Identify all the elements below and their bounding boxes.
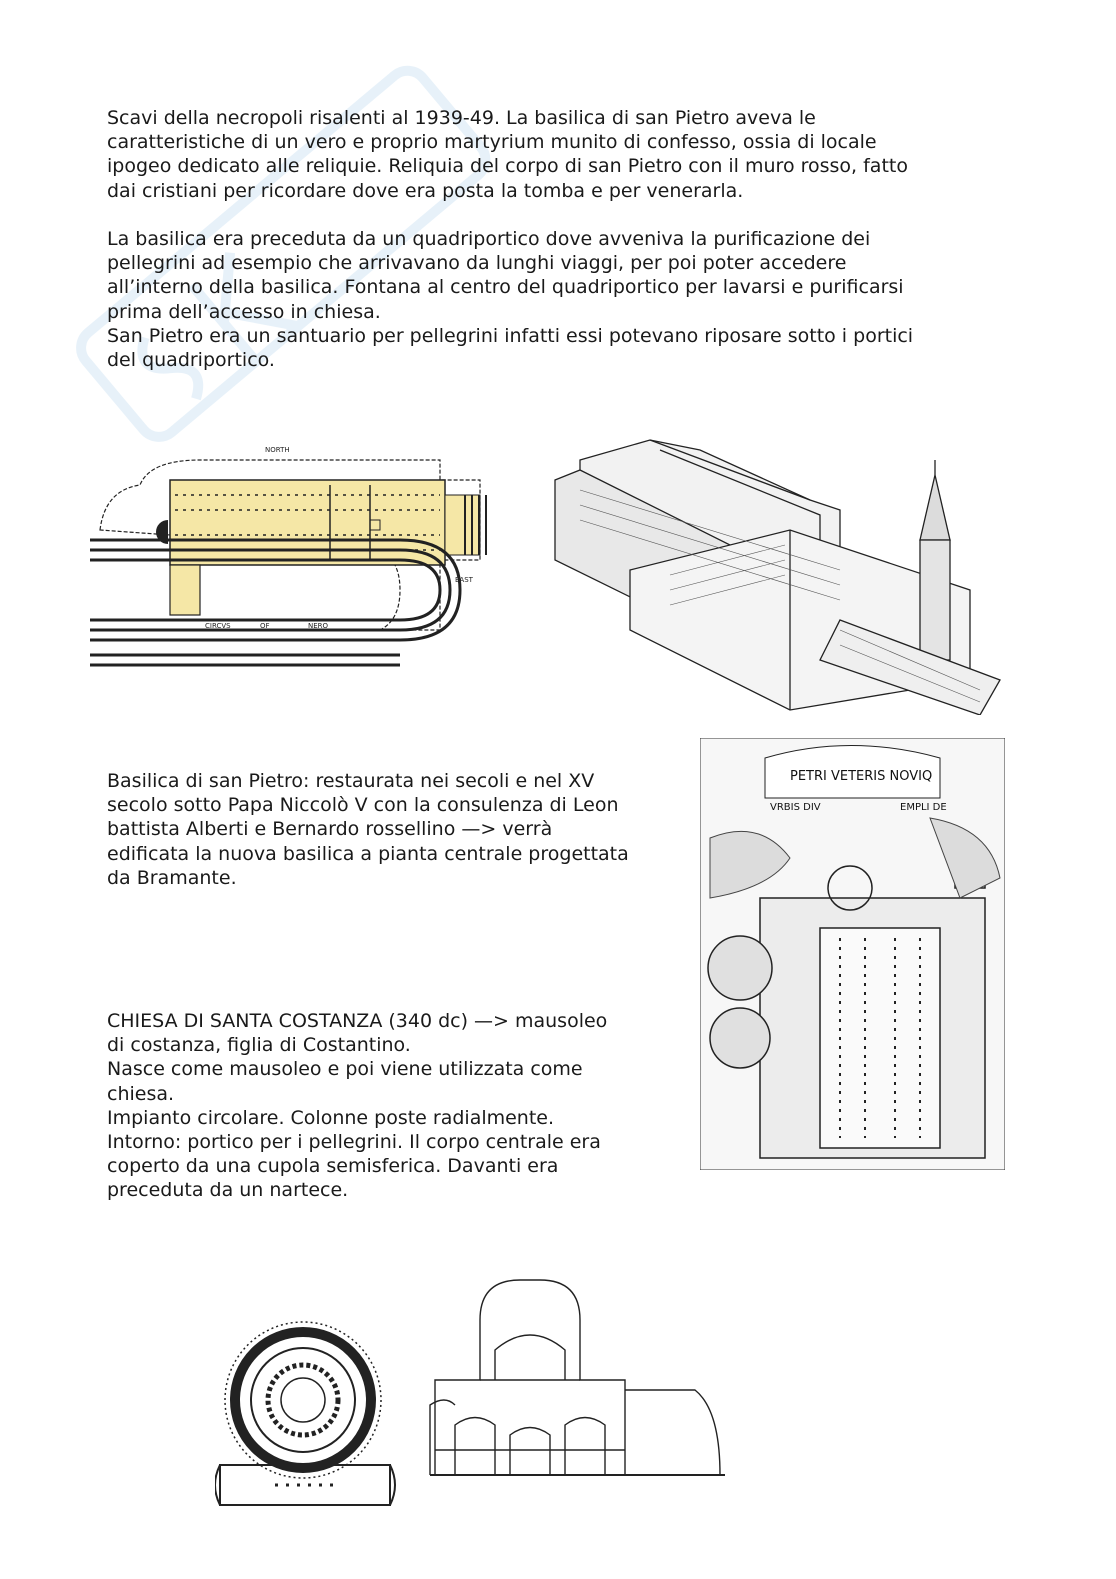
engraving-banner-text-3: EMPLI DE <box>900 802 947 813</box>
plan-label-east: EAST <box>455 576 473 584</box>
paragraph-necropoli: Scavi della necropoli risalenti al 1939-49. La basilica di san Pietro aveva le caratteristiche di un vero e proprio martyrium munito di confesso, ossia di locale ipogeo dedicato alle reliquie. Reliquia del corpo di san Pietro con il muro rosso, fatto dai cristiani per ricordare dove era posta la tomba e per venerarla. <box>107 107 908 202</box>
figure-old-basilica-engraving <box>540 420 1005 715</box>
santa-costanza-section <box>430 1280 725 1475</box>
santa-costanza-plan <box>215 1322 395 1505</box>
engraving-banner-text: PETRI VETERIS NOVIQ <box>790 769 933 784</box>
plan-label-nero: NERO <box>308 622 329 630</box>
plan-label-north: NORTH <box>265 446 290 454</box>
engraving-banner-text-2: VRBIS DIV <box>770 802 821 813</box>
figure-plan-circus-nero <box>80 440 500 680</box>
figure-santa-costanza-plan-section <box>215 1250 755 1518</box>
plan-label-circus: CIRCVS <box>205 622 231 630</box>
paragraph-basilica-restauro: Basilica di san Pietro: restaurata nei secoli e nel XV secolo sotto Papa Niccolò V con la consulenza di Leon battista Alberti e Bernardo rossellino —> verrà edificata la nuova basilica a pianta centrale progettata da Bramante. <box>107 770 629 889</box>
paragraph-santa-costanza: CHIESA DI SANTA COSTANZA (340 dc) —> mausoleo di costanza, figlia di Costantino. Nasce come mausoleo e poi viene utilizzata come chiesa. Impianto circolare. Colonne poste radialmente. Intorno: portico per i pellegrini. Il corpo centrale era coperto da una cupola semisferica. Davanti era preceduta da un nartece. <box>107 1010 608 1202</box>
plan-label-of: OF <box>260 622 270 630</box>
paragraph-quadriportico: La basilica era preceduta da un quadriportico dove avveniva la purificazione dei pellegrini ad esempio che arrivavano da lunghi viaggi, per poi poter accedere all’interno della basilica. Fontana al centro del quadriportico per lavarsi e purificarsi prima dell’accesso in chiesa. San Pietro era un santuario per pellegrini infatti essi potevano riposare sotto i portici del quadriportico. <box>107 228 914 372</box>
figure-alfarano-plan <box>700 738 1005 1170</box>
